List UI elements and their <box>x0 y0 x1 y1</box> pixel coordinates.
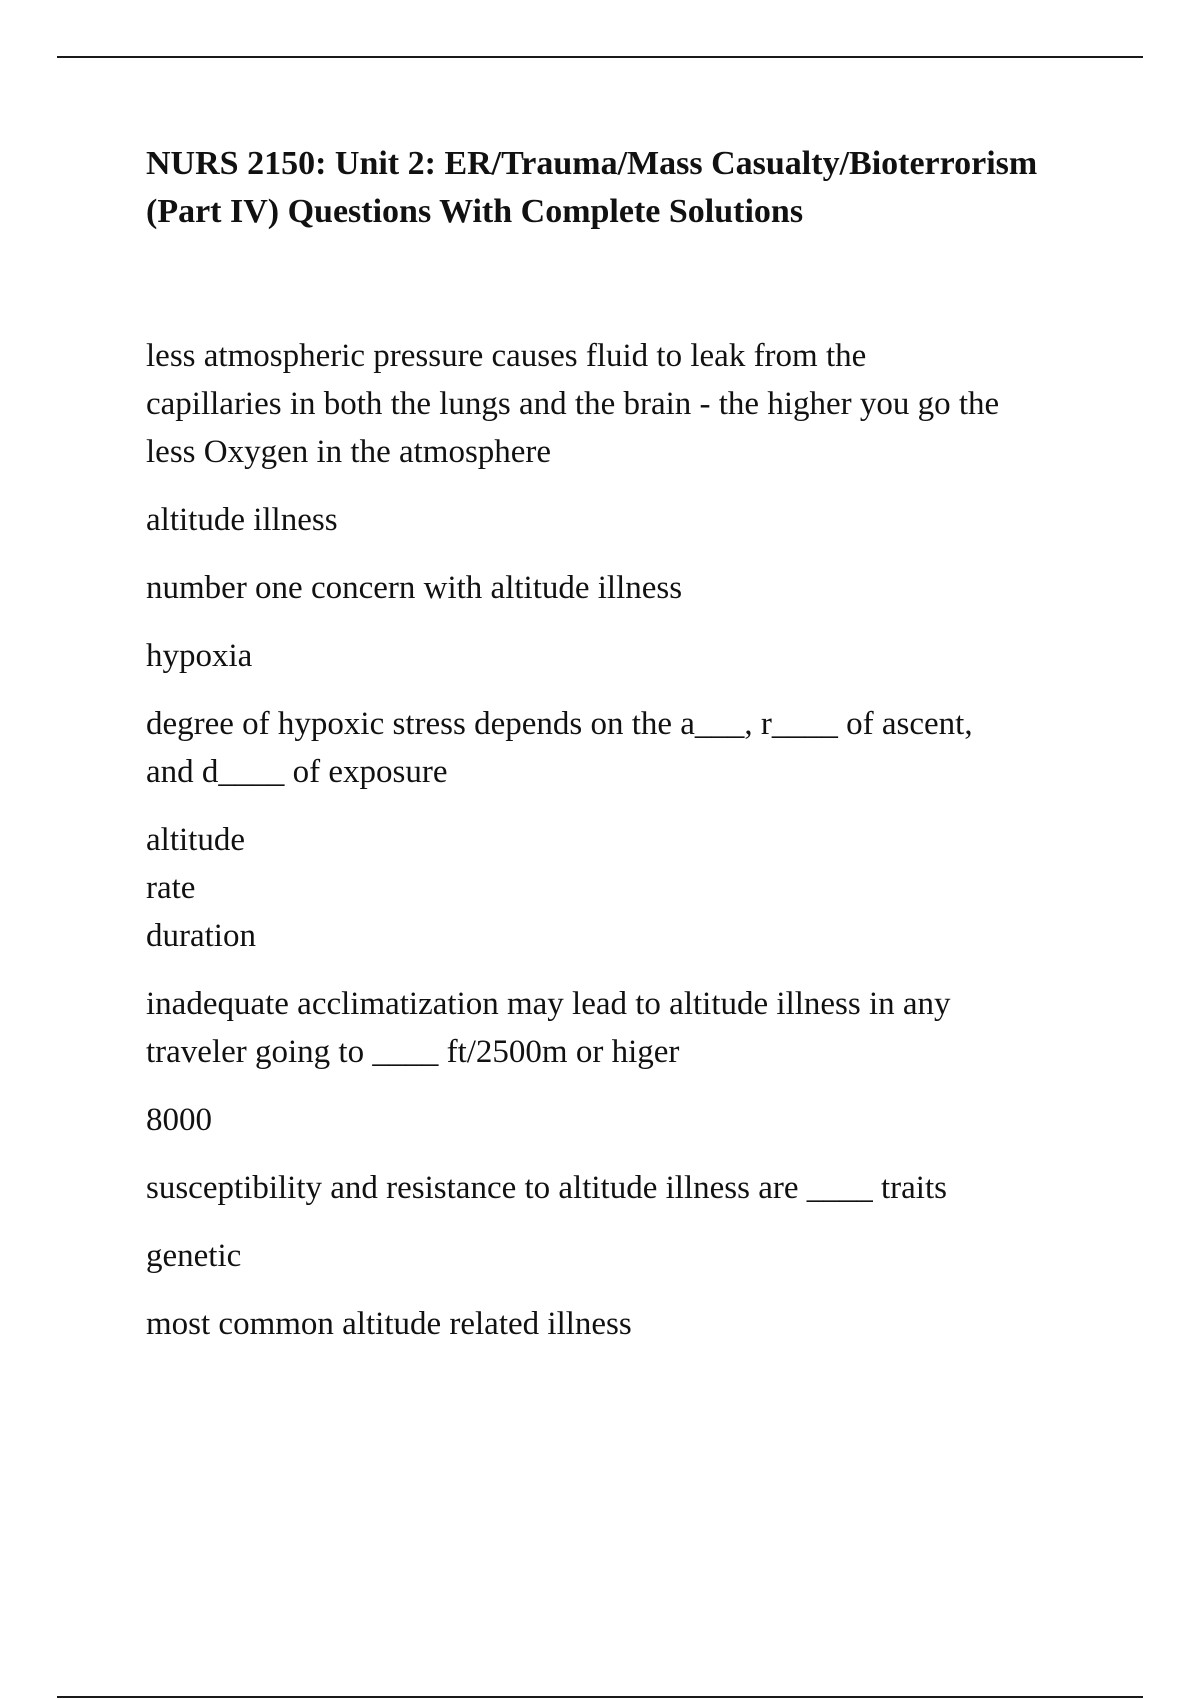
question-text: number one concern with altitude illness <box>146 570 683 606</box>
answer-text: 8000 <box>146 1102 212 1138</box>
question-text: less atmospheric pressure causes fluid to leak from the capillaries in both the lungs and the brain - the higher you go the less Oxygen in the atmosphere <box>146 338 1000 470</box>
answer-text: altitude illness <box>146 502 338 538</box>
answer-text: genetic <box>146 1238 242 1274</box>
bottom-rule <box>57 1696 1143 1698</box>
top-rule <box>57 56 1143 58</box>
question-text: most common altitude related illness <box>146 1306 632 1342</box>
document-body <box>146 140 1106 1368</box>
question-text: inadequate acclimatization may lead to altitude illness in any traveler going to ____ ft/2500m or higer <box>146 986 951 1070</box>
document-title: NURS 2150: Unit 2: ER/Trauma/Mass Casualty/Bioterrorism (Part IV) Questions With Complete Solutions <box>146 145 1038 230</box>
flashcard-list <box>146 332 1106 1348</box>
question-text: susceptibility and resistance to altitude illness are ____ traits <box>146 1170 947 1206</box>
answer-text: altitude rate duration <box>146 822 256 954</box>
question-text: degree of hypoxic stress depends on the a___, r____ of ascent, and d____ of exposure <box>146 706 973 790</box>
answer-text: hypoxia <box>146 638 253 674</box>
